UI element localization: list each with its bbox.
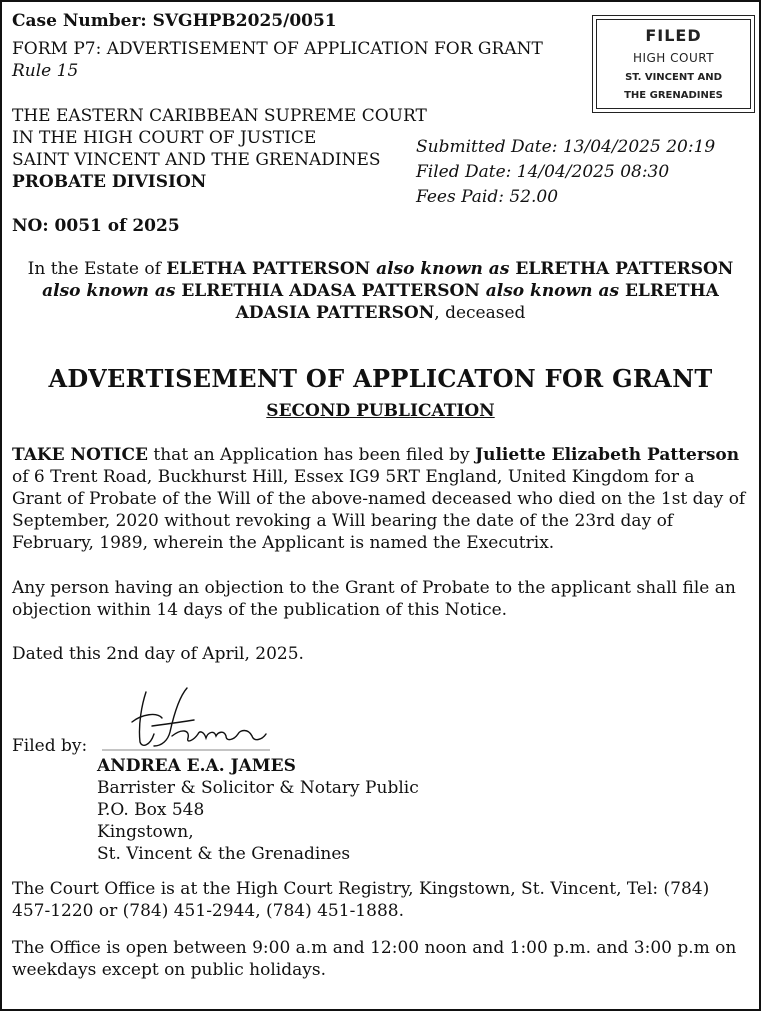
stamp-filed: FILED bbox=[645, 26, 702, 45]
deceased-name-2: ELRETHA PATTERSON bbox=[515, 259, 734, 279]
deceased-name-4: ELRETHA ADASIA PATTERSON bbox=[235, 281, 719, 323]
filed-date: Filed Date: 14/04/2025 08:30 bbox=[416, 162, 670, 182]
publication-label: SECOND PUBLICATION bbox=[266, 401, 495, 421]
stamp-court: HIGH COURT bbox=[632, 51, 715, 65]
stamp-country-2: THE GRENADINES bbox=[624, 90, 723, 101]
fees-paid: Fees Paid: 52.00 bbox=[416, 187, 559, 207]
notice-text-2: of 6 Trent Road, Buckhurst Hill, Essex IG9 5RT England, United Kingdom for a Grant of Probate of the Will of the above-named deceased who died on the 1st day of September, 2020 without revoking a Will bearing the date of the 23rd day of February, 1989, wherein the Applicant is named the Executrix. bbox=[12, 467, 746, 553]
stamp-country-1: ST. VINCENT AND bbox=[625, 72, 722, 83]
take-notice: TAKE NOTICE bbox=[12, 445, 148, 465]
attorney-name: ANDREA E.A. JAMES bbox=[97, 756, 296, 776]
dated-line: Dated this 2nd day of April, 2025. bbox=[12, 644, 304, 664]
court-line-1: THE EASTERN CARIBBEAN SUPREME COURT bbox=[12, 106, 427, 126]
attorney-address-2: Kingstown, bbox=[97, 822, 194, 842]
attorney-address-3: St. Vincent & the Grenadines bbox=[97, 844, 351, 864]
estate-heading bbox=[22, 258, 739, 324]
notice-paragraph bbox=[12, 444, 749, 554]
court-office-info: The Court Office is at the High Court Registry, Kingstown, St. Vincent, Tel: (784) 457-1220 or (784) 451-2944, (784) 451-1888. bbox=[12, 879, 710, 921]
filed-by-label: Filed by: bbox=[12, 736, 88, 756]
case-number: Case Number: SVGHPB2025/0051 bbox=[12, 11, 337, 31]
rule-label: Rule 15 bbox=[12, 61, 79, 81]
case-no: NO: 0051 of 2025 bbox=[12, 216, 180, 236]
estate-suffix: , deceased bbox=[434, 303, 526, 323]
court-line-3: SAINT VINCENT AND THE GRENADINES bbox=[12, 150, 381, 170]
signature-image bbox=[102, 684, 282, 754]
court-division: PROBATE DIVISION bbox=[12, 172, 207, 192]
attorney-address-1: P.O. Box 548 bbox=[97, 800, 205, 820]
aka-1: also known as bbox=[370, 259, 516, 279]
aka-3: also known as bbox=[479, 281, 625, 301]
attorney-title: Barrister & Solicitor & Notary Public bbox=[97, 778, 419, 798]
objection-paragraph: Any person having an objection to the Grant of Probate to the applicant shall file an objection within 14 days of the publication of this Notice. bbox=[12, 578, 736, 620]
filed-stamp bbox=[592, 15, 755, 113]
aka-2: also known as bbox=[42, 281, 182, 301]
page-title: ADVERTISEMENT OF APPLICATON FOR GRANT bbox=[48, 364, 713, 393]
court-line-2: IN THE HIGH COURT OF JUSTICE bbox=[12, 128, 317, 148]
submitted-date: Submitted Date: 13/04/2025 20:19 bbox=[416, 137, 716, 157]
notice-text-1: that an Application has been filed by bbox=[148, 445, 476, 465]
form-title: FORM P7: ADVERTISEMENT OF APPLICATION FOR GRANT bbox=[12, 39, 543, 59]
deceased-name-1: ELETHA PATTERSON bbox=[166, 259, 371, 279]
applicant-name: Juliette Elizabeth Patterson bbox=[475, 445, 740, 465]
estate-prefix: In the Estate of bbox=[27, 259, 167, 279]
office-hours: The Office is open between 9:00 a.m and 12:00 noon and 1:00 p.m. and 3:00 p.m on weekdays except on public holidays. bbox=[12, 938, 737, 980]
deceased-name-3: ELRETHIA ADASA PATTERSON bbox=[181, 281, 480, 301]
